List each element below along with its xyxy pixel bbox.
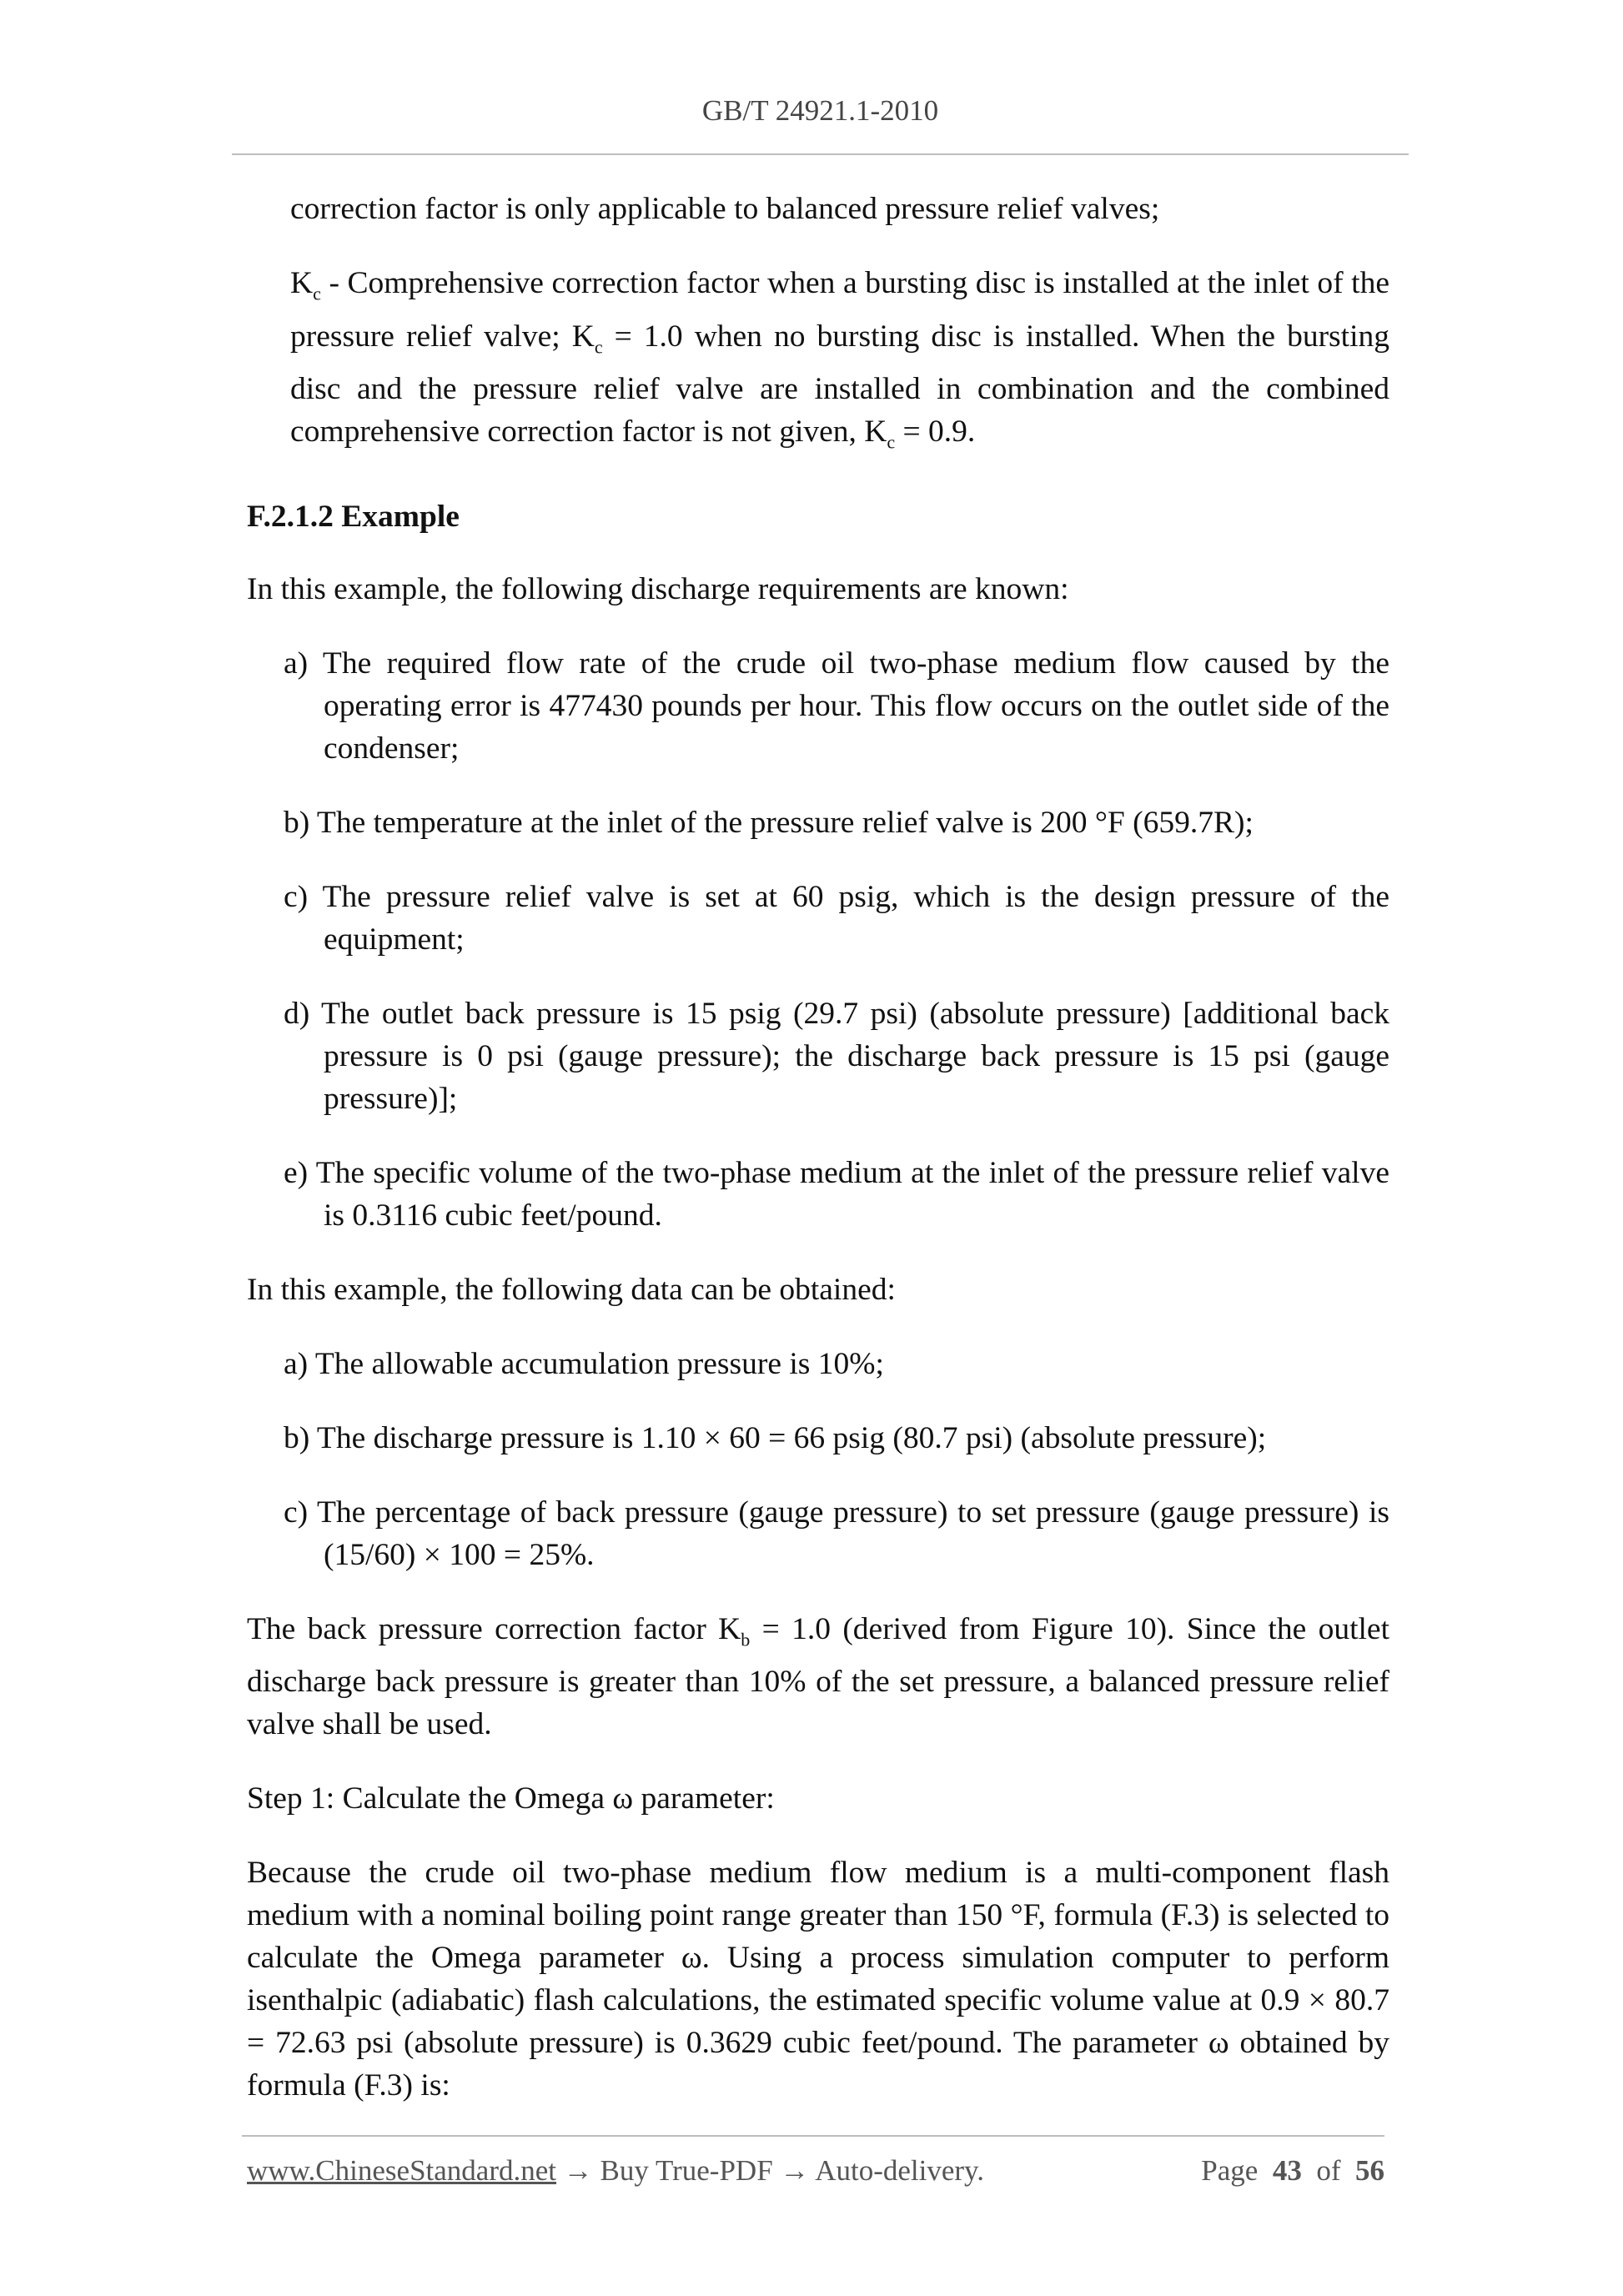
- kc-symbol: K: [290, 266, 314, 300]
- footer-left: [247, 2154, 984, 2188]
- kb-text-2: = 1.0 (derived from Figure 10). Since the outlet discharge back pressure is greater than 10% of the set pressure, a balanced pressure relief valve shall be used.: [247, 1611, 1389, 1741]
- list-item-obtained-c: c) The percentage of back pressure (gauge pressure) to set pressure (gauge pressure) is (15/60) × 100 = 25%.: [284, 1495, 1389, 1572]
- kb-text-1: The back pressure correction factor K: [247, 1611, 741, 1646]
- page-of-word: of: [1316, 2154, 1341, 2187]
- page-footer: [247, 2154, 1384, 2188]
- paragraph-step-1: Step 1: Calculate the Omega ω parameter:: [247, 1781, 775, 1816]
- page-current: 43: [1272, 2154, 1302, 2187]
- paragraph-kb-factor: [247, 1608, 1389, 1746]
- paragraph-known-intro: In this example, the following discharge requirements are known:: [247, 571, 1069, 606]
- footer-divider: [242, 2135, 1384, 2137]
- paragraph-obtained-intro: In this example, the following data can be obtained:: [247, 1272, 896, 1307]
- list-item-known-c: c) The pressure relief valve is set at 60 psig, which is the design pressure of the equipment;: [284, 879, 1389, 957]
- list-item-known-b: b) The temperature at the inlet of the pressure relief valve is 200 °F (659.7R);: [284, 805, 1254, 840]
- list-item-known-e: e) The specific volume of the two-phase medium at the inlet of the pressure relief valve is 0.3116 cubic feet/pound.: [284, 1155, 1389, 1233]
- footer-promo-text: → Buy True-PDF → Auto-delivery.: [556, 2154, 985, 2187]
- section-heading: F.2.1.2 Example: [247, 499, 460, 534]
- document-body: [247, 188, 1389, 2138]
- paragraph-correction-factor: correction factor is only applicable to balanced pressure relief valves;: [290, 192, 1160, 226]
- paragraph-kc-definition: [290, 262, 1389, 464]
- paragraph-omega-explanation: Because the crude oil two-phase medium flow medium is a multi-component flash medium with a nominal boiling point range greater than 150 °F, formula (F.3) is selected to calculate the Omega parameter ω. Using a process simulation computer to perform isenthalpic (adiabatic) flash calculations, the estimated specific volume value at 0.9 × 80.7 = 72.63 psi (absolute pressure) is 0.3629 cubic feet/pound. The parameter ω obtained by formula (F.3) is:: [247, 1856, 1389, 2103]
- document-header: GB/T 24921.1-2010: [701, 94, 939, 127]
- page-indicator: [1201, 2154, 1384, 2188]
- list-item-obtained-a: a) The allowable accumulation pressure is 10%;: [284, 1346, 884, 1381]
- list-item-obtained-b: b) The discharge pressure is 1.10 × 60 = 66 psig (80.7 psi) (absolute pressure);: [284, 1420, 1267, 1455]
- kc-text-1: - Comprehensive correction factor when a bursting disc is installed at the inlet of the pressure relief valve; K: [290, 266, 1389, 354]
- page-word: Page: [1201, 2154, 1259, 2187]
- list-item-known-a: a) The required flow rate of the crude oil two-phase medium flow caused by the operating error is 477430 pounds per hour. This flow occurs on the outlet side of the condenser;: [284, 646, 1389, 766]
- kc-subscript: c: [313, 283, 321, 304]
- kc-text-2: = 1.0 when no bursting disc is installed. When the bursting disc and the pressure relief valve are installed in combination and the combined comprehensive correction factor is not given, K: [290, 319, 1389, 449]
- page-total: 56: [1355, 2154, 1384, 2187]
- kc-subscript: c: [594, 336, 603, 357]
- list-item-known-d: d) The outlet back pressure is 15 psig (29.7 psi) (absolute pressure) [additional back pressure is 0 psi (gauge pressure); the discharge back pressure is 15 psi (gauge pressure)];: [284, 996, 1389, 1116]
- kc-text-3: = 0.9.: [895, 414, 976, 449]
- header-divider: [232, 153, 1409, 155]
- site-link[interactable]: www.ChineseStandard.net: [247, 2154, 556, 2187]
- kc-subscript: c: [887, 431, 896, 453]
- kb-subscript: b: [741, 1629, 751, 1650]
